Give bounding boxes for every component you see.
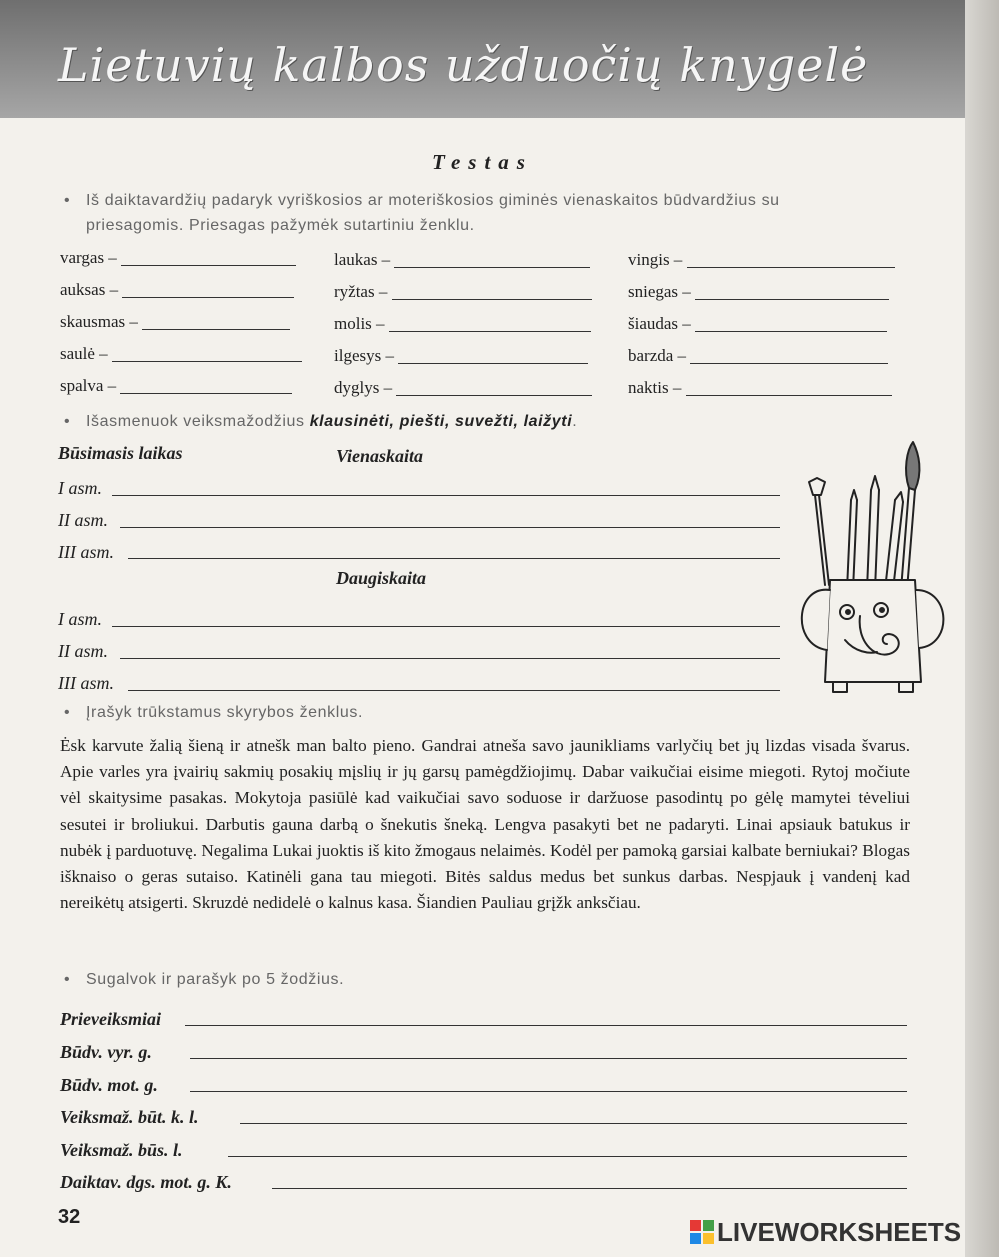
answer-line[interactable] bbox=[690, 363, 888, 364]
singular-label: Vienaskaita bbox=[336, 446, 424, 466]
answer-line[interactable] bbox=[120, 393, 292, 394]
word-item: šiaudas – bbox=[628, 314, 887, 334]
person-label: III asm. bbox=[58, 673, 114, 693]
answer-line[interactable] bbox=[240, 1123, 907, 1124]
word-item: naktis – bbox=[628, 378, 892, 398]
liveworksheets-logo[interactable]: LIVEWORKSHEETS bbox=[690, 1217, 961, 1248]
answer-line[interactable] bbox=[396, 395, 592, 396]
liveworksheets-icon bbox=[690, 1220, 714, 1244]
answer-line[interactable] bbox=[687, 267, 895, 268]
answer-line[interactable] bbox=[112, 495, 780, 496]
page-number: 32 bbox=[58, 1206, 81, 1228]
pencil-cup-illustration bbox=[785, 440, 955, 695]
answer-line[interactable] bbox=[695, 299, 889, 300]
answer-line[interactable] bbox=[228, 1156, 907, 1157]
answer-line[interactable] bbox=[120, 527, 780, 528]
answer-line[interactable] bbox=[392, 299, 592, 300]
answer-line[interactable] bbox=[190, 1058, 907, 1059]
word-item: saulė – bbox=[60, 344, 302, 364]
word-item: spalva – bbox=[60, 376, 292, 396]
answer-line[interactable] bbox=[190, 1091, 907, 1092]
word-item: molis – bbox=[334, 314, 591, 334]
category-label: Veiksmaž. būs. l. bbox=[60, 1140, 183, 1160]
bullet-icon: • bbox=[64, 704, 71, 721]
answer-line[interactable] bbox=[122, 297, 294, 298]
answer-line[interactable] bbox=[185, 1025, 907, 1026]
person-label: II asm. bbox=[58, 510, 108, 530]
answer-line[interactable] bbox=[272, 1188, 907, 1189]
page-edge-shadow bbox=[965, 0, 999, 1257]
book-title: Lietuvių kalbos užduočių knygelė bbox=[58, 38, 869, 92]
answer-line[interactable] bbox=[398, 363, 588, 364]
word-item: ilgesys – bbox=[334, 346, 588, 366]
bullet-icon: • bbox=[64, 971, 71, 988]
answer-line[interactable] bbox=[142, 329, 290, 330]
answer-line[interactable] bbox=[121, 265, 296, 266]
word-item: vingis – bbox=[628, 250, 895, 270]
punctuation-text[interactable]: Ėsk karvute žalią šieną ir atnešk man balto pieno. Gandrai atneša savo jaunikliams varlyčių bet jų lizdas visada švarus. Apie varles yra įvairių sakmių posakių mįslių ir jų garsų pamėgdžiojimų. Dabar vaikučiai eisime miegoti. Rytoj močiute vėl skaitysime pasakas. Mokytoja pasiūlė kad vaikučiai savo soduose ir daržuose pasodintų po gėlę mamytei tėveliui sesutei ir broliukui. Darbutis gauna darbą o šnekutis šneką. Lengva pasakyti bet ne padaryti. Linai apsiauk batukus ir nubėk į parduotuvę. Negalima Lukai juoktis iš kito žmogaus nelaimės. Kodėl per pamoką garsiai kalbate berniukai? Blogas išknaiso o geras sutaiso. Katinėli gana tau miegoti. Bitės saldus medus bet sunkus darbas. Nespjauk į vandenį kad nereikėtų atsigerti. Skruzdė nedidelė o kalnus kasa. Šiandien Pauliau grįžk anksčiau. bbox=[60, 736, 910, 913]
person-label: I asm. bbox=[58, 478, 102, 498]
answer-line[interactable] bbox=[120, 658, 780, 659]
task4-instruction: • Sugalvok ir parašyk po 5 žodžius. bbox=[64, 971, 345, 988]
answer-line[interactable] bbox=[394, 267, 590, 268]
word-item: dyglys – bbox=[334, 378, 592, 398]
word-item: laukas – bbox=[334, 250, 590, 270]
person-label: I asm. bbox=[58, 609, 102, 629]
answer-line[interactable] bbox=[695, 331, 887, 332]
category-label: Būdv. vyr. g. bbox=[60, 1042, 152, 1062]
answer-line[interactable] bbox=[686, 395, 892, 396]
category-label: Daiktav. dgs. mot. g. K. bbox=[60, 1172, 232, 1192]
category-label: Prieveiksmiai bbox=[60, 1009, 161, 1029]
answer-line[interactable] bbox=[128, 558, 780, 559]
category-label: Veiksmaž. būt. k. l. bbox=[60, 1107, 199, 1127]
bullet-icon: • bbox=[64, 413, 71, 430]
answer-line[interactable] bbox=[389, 331, 591, 332]
person-label: II asm. bbox=[58, 641, 108, 661]
word-item: barzda – bbox=[628, 346, 888, 366]
word-item: auksas – bbox=[60, 280, 294, 300]
person-label: III asm. bbox=[58, 542, 114, 562]
answer-line[interactable] bbox=[112, 361, 302, 362]
task3-instruction: • Įrašyk trūkstamus skyrybos ženklus. bbox=[64, 704, 364, 721]
answer-line[interactable] bbox=[128, 690, 780, 691]
category-label: Būdv. mot. g. bbox=[60, 1075, 158, 1095]
header-banner bbox=[0, 0, 965, 118]
word-item: skausmas – bbox=[60, 312, 290, 332]
task1-instruction: • Iš daiktavardžių padaryk vyriškosios ar moteriškosios giminės vienaskaitos būdvardžius su priesagomis. Priesagas pažymėk sutartiniu ženklu. bbox=[86, 188, 846, 238]
answer-line[interactable] bbox=[112, 626, 780, 627]
task2-instruction: • Išasmenuok veiksmažodžius klausinėti, piešti, suvežti, laižyti. bbox=[64, 413, 578, 430]
word-item: vargas – bbox=[60, 248, 296, 268]
plural-label: Daugiskaita bbox=[336, 568, 427, 588]
word-item: sniegas – bbox=[628, 282, 889, 302]
page-title: Testas bbox=[432, 150, 533, 174]
tense-label: Būsimasis laikas bbox=[58, 443, 183, 463]
bullet-icon: • bbox=[64, 192, 71, 209]
word-item: ryžtas – bbox=[334, 282, 592, 302]
